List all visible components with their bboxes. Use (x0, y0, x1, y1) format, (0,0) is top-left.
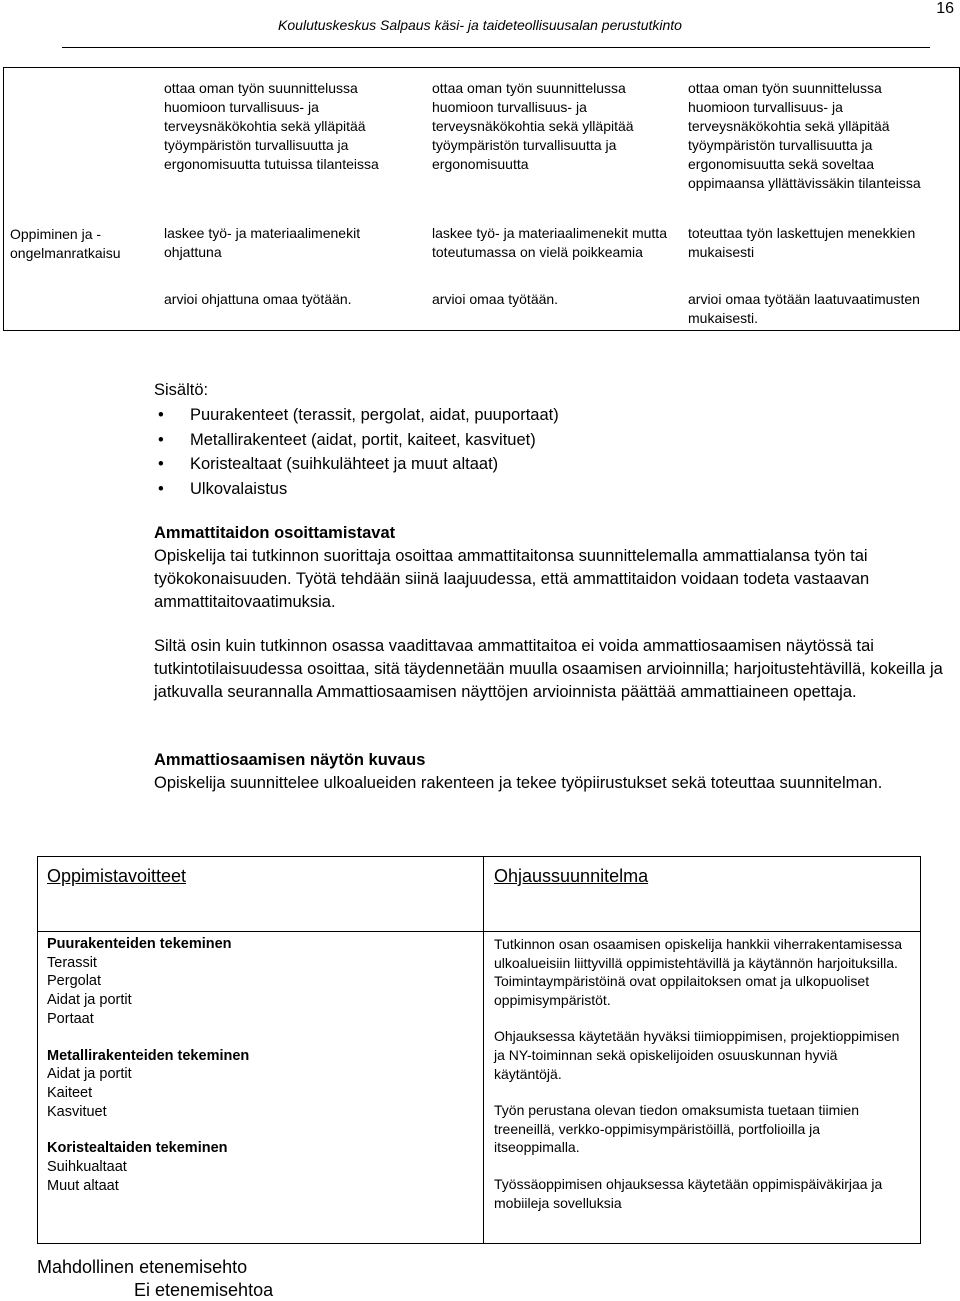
goal-group-title: Puurakenteiden tekeminen (47, 936, 232, 952)
goal-group-title: Koristealtaiden tekeminen (47, 1140, 228, 1157)
ohjaussuunnitelma-column (494, 935, 904, 1230)
criteria-cell: arvioi omaa työtään. (432, 291, 559, 307)
criteria-cell: laskee työ- ja materiaalimenekit mutta toteutumassa on vielä poikkeamia (432, 225, 667, 260)
running-header: Koulutuskeskus Salpaus käsi- ja taideteollisuusalan perustutkinto (278, 17, 682, 33)
section-heading: Ammattiosaamisen näytön kuvaus (154, 751, 426, 769)
criteria-table (3, 67, 960, 331)
paragraph: Tutkinnon osan osaamisen opiskelija hankkii viherrakentamisessa ulkoalueisiin liittyvillä oppimistehtävillä ja käytännön harjoituksilla. Toimintaympäristöinä ovat oppilaitoksen omat ja ulkopuoliset oppimisympäristöt. (494, 936, 903, 1008)
paragraph: Opiskelija suunnittelee ulkoalueiden rakenteen ja tekee työpiirustukset sekä toteuttaa suunnitelman. (154, 774, 883, 792)
criteria-cell: arvioi ohjattuna omaa työtään. (164, 291, 352, 307)
paragraph: Työn perustana olevan tiedon omaksumista tuetaan tiimien treeneillä, verkko-oppimisympäristöillä, portfolioilla ja itseoppimalla. (494, 1102, 859, 1156)
list-item: Kaiteet (47, 1084, 93, 1101)
criteria-cell: ottaa oman työn suunnittelussa huomioon turvallisuus- ja terveysnäkökohtia sekä ylläpitää työympäristön turvallisuutta ja ergonomisuutta sekä soveltaa oppimaansa yllättävissäkin tilanteissa (688, 80, 921, 191)
criteria-cell: toteuttaa työn laskettujen menekkien mukaisesti (688, 225, 916, 260)
paragraph: Työssäoppimisen ohjauksessa käytetään oppimispäiväkirjaa ja mobiileja sovelluksia (494, 1175, 883, 1211)
list-item: Suihkualtaat (47, 1159, 127, 1176)
arviointi-section (154, 635, 954, 704)
column-divider (483, 857, 484, 1243)
page-number: 16 (936, 0, 954, 17)
paragraph: Ohjauksessa käytetään hyväksi tiimioppimisen, projektioppimisen ja NY-toiminnan sekä opiskelijoiden osuuskunnan hyviä käytäntöjä. (494, 1028, 900, 1082)
paragraph: Opiskelija tai tutkinnon suorittaja osoittaa ammattitaitonsa suunnittelemalla ammattialansa työn tai työkokonaisuuden. Työtä tehdään siinä laajuudessa, että ammattitaidon voidaan todeta vastaavan ammattitaitovaatimuksia. (154, 547, 870, 611)
plan-table (37, 856, 921, 1244)
sisalto-list (154, 403, 854, 501)
header-rule (62, 47, 930, 48)
list-item: Muut altaat (47, 1177, 119, 1194)
goal-group (47, 935, 467, 1029)
criteria-cell: ottaa oman työn suunnittelussa huomioon turvallisuus- ja terveysnäkökohtia sekä ylläpitää työympäristön turvallisuutta ja ergonomisuutta (432, 80, 634, 172)
etenemisehto-value: Ei etenemisehtoa (134, 1280, 274, 1300)
list-item: • Puurakenteet (terassit, pergolat, aidat, puuportaat) (154, 403, 854, 428)
paragraph: Siltä osin kuin tutkinnon osassa vaadittavaa ammattitaitoa ei voida ammattiosaamisen näytössä tai tutkintotilaisuudessa osoittaa, sitä täydennetään muulla osaamisen arvioinnilla; harjoitustehtävillä, kokeilla ja jatkuvalla seurannalla Ammattiosaamisen näyttöjen arvioinnista päättää ammattiaineen opettaja. (154, 637, 943, 701)
osoittamistavat-section (154, 522, 954, 614)
list-item: Kasvituet (47, 1103, 107, 1120)
sisalto-title: Sisältö: (154, 381, 209, 399)
criteria-cell: ottaa oman työn suunnittelussa huomioon turvallisuus- ja terveysnäkökohtia sekä ylläpitää työympäristön turvallisuutta ja ergonomisuutta tutuissa tilanteissa (164, 80, 379, 172)
list-item: Pergolat (47, 973, 102, 990)
goal-group (47, 1139, 467, 1195)
etenemisehto-title: Mahdollinen etenemisehto (37, 1257, 248, 1277)
criteria-cell: arvioi omaa työtään laatuvaatimusten mukaisesti. (688, 291, 920, 326)
header-divider (38, 931, 920, 932)
list-item: • Koristealtaat (suihkulähteet ja muut altaat) (154, 452, 854, 477)
list-item: • Metallirakenteet (aidat, portit, kaiteet, kasvituet) (154, 428, 854, 453)
oppimistavoitteet-column (47, 935, 467, 1213)
criteria-cell: laskee työ- ja materiaalimenekit ohjattuna (164, 225, 361, 260)
list-item: Terassit (47, 954, 97, 971)
criteria-row-label: Oppiminen ja -ongelmanratkaisu (10, 226, 121, 261)
list-item: Portaat (47, 1010, 94, 1027)
list-item: Aidat ja portit (47, 1066, 132, 1083)
list-item: • Ulkovalaistus (154, 477, 854, 502)
section-heading: Ammattitaidon osoittamistavat (154, 524, 396, 542)
goal-group-title: Metallirakenteiden tekeminen (47, 1047, 250, 1064)
column-header-ohjaussuunnitelma: Ohjaussuunnitelma (494, 866, 649, 886)
list-item: Aidat ja portit (47, 992, 132, 1009)
kuvaus-section (154, 749, 954, 795)
goal-group (47, 1047, 467, 1122)
column-header-oppimistavoitteet: Oppimistavoitteet (47, 866, 187, 886)
